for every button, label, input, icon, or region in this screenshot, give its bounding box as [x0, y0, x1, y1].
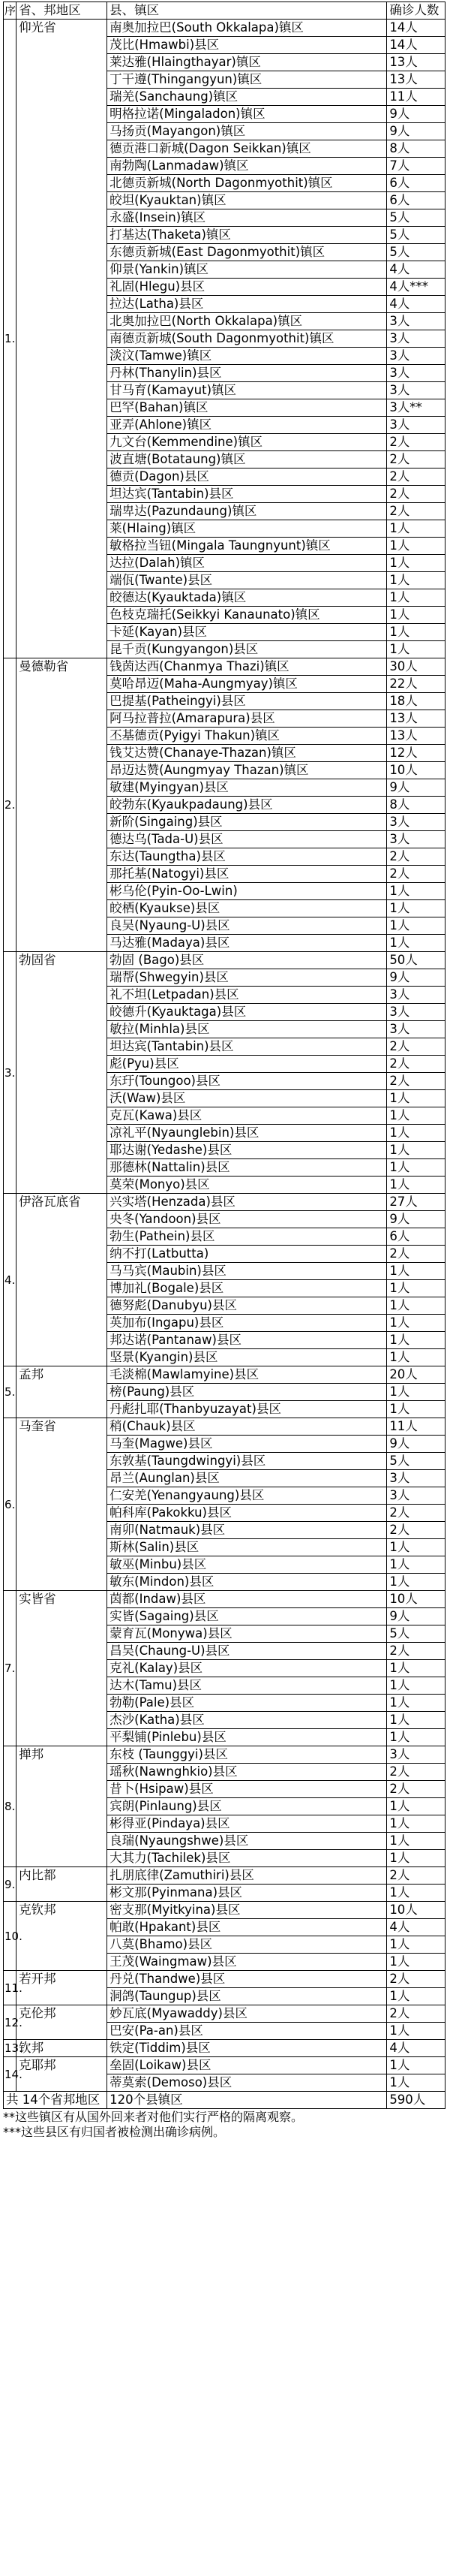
case-count: 1人	[387, 1401, 446, 1418]
district-name: 丕基德贡(Pyigyi Thakun)镇区	[107, 728, 387, 745]
group-state-name: 掸邦	[16, 1746, 107, 1867]
district-name: 昆千贡(Kungyangon)县区	[107, 641, 387, 658]
case-count: 4人	[387, 261, 446, 279]
case-count: 5人	[387, 1453, 446, 1470]
district-name: 敏巫(Minbu)县区	[107, 1556, 387, 1574]
district-name: 垒固(Loikaw)县区	[107, 2057, 387, 2074]
case-count: 2人	[387, 1505, 446, 1522]
case-count: 6人	[387, 175, 446, 192]
case-count: 6人	[387, 192, 446, 209]
case-count: 2人	[387, 1971, 446, 1988]
case-count: 8人	[387, 140, 446, 158]
group-number: 12.	[4, 2005, 16, 2040]
district-name: 南奥加拉巴(South Okkalapa)镇区	[107, 20, 387, 37]
case-count: 1人	[387, 624, 446, 641]
case-count: 1人	[387, 1349, 446, 1366]
case-count: 5人	[387, 209, 446, 227]
case-count: 14人	[387, 37, 446, 54]
case-count: 13人	[387, 728, 446, 745]
case-count: 1人	[387, 1729, 446, 1746]
district-name: 巴提基(Patheingyi)县区	[107, 693, 387, 710]
group-state-name: 孟邦	[16, 1366, 107, 1418]
district-name: 东玗(Toungoo)县区	[107, 1073, 387, 1090]
case-count: 1人	[387, 1885, 446, 1902]
case-count: 1人	[387, 1712, 446, 1729]
case-count: 1人	[387, 641, 446, 658]
case-count: 1人	[387, 572, 446, 589]
district-name: 昂兰(Aunglan)县区	[107, 1470, 387, 1487]
district-name: 茵都(Indaw)县区	[107, 1591, 387, 1608]
case-count: 2人	[387, 848, 446, 866]
case-count: 3人	[387, 417, 446, 434]
case-count: 1人	[387, 1574, 446, 1591]
district-name: 拉达(Latha)县区	[107, 296, 387, 313]
district-name: 丹林(Thanylin)县区	[107, 365, 387, 382]
district-name: 央冬(Yandoon)县区	[107, 1211, 387, 1228]
case-count: 1人	[387, 1815, 446, 1833]
case-count: 50人	[387, 952, 446, 969]
district-name: 良吴(Nyaung-U)县区	[107, 917, 387, 935]
case-count: 10人	[387, 1591, 446, 1608]
case-count: 5人	[387, 244, 446, 261]
case-count: 3人	[387, 1470, 446, 1487]
table-row	[4, 1591, 446, 1608]
header-row	[4, 2, 446, 20]
district-name: 密支那(Myitkyina)县区	[107, 1902, 387, 1919]
district-name: 德贡(Dagon)县区	[107, 469, 387, 486]
district-name: 敏建(Myingyan)县区	[107, 779, 387, 797]
table-row	[4, 1418, 446, 1436]
case-count: 2人	[387, 1522, 446, 1539]
district-name: 马扬贡(Mayangon)镇区	[107, 123, 387, 140]
district-name: 勃勒(Pale)县区	[107, 1695, 387, 1712]
district-name: 皎坦(Kyauktan)镇区	[107, 192, 387, 209]
district-name: 巴安(Pa-an)县区	[107, 2023, 387, 2040]
case-count: 2人	[387, 503, 446, 520]
total-districts: 120个县镇区	[107, 2092, 387, 2109]
case-count: 4人	[387, 2040, 446, 2057]
case-count: 4人***	[387, 279, 446, 296]
table-row	[4, 1366, 446, 1384]
group-number: 4.	[4, 1194, 16, 1366]
district-name: 妙瓦底(Myawaddy)县区	[107, 2005, 387, 2023]
district-name: 敏拉(Minhla)县区	[107, 1021, 387, 1038]
group-number: 14.	[4, 2057, 16, 2092]
case-count: 2人	[387, 1643, 446, 1660]
district-name: 杰沙(Katha)县区	[107, 1712, 387, 1729]
case-count: 13人	[387, 71, 446, 89]
district-name: 南卯(Natmauk)县区	[107, 1522, 387, 1539]
table-row	[4, 1746, 446, 1764]
case-count: 27人	[387, 1194, 446, 1211]
district-name: 茂比(Hmawbi)县区	[107, 37, 387, 54]
case-count: 13人	[387, 54, 446, 71]
district-name: 北德贡新城(North Dagonmyothit)镇区	[107, 175, 387, 192]
table-row	[4, 1194, 446, 1211]
district-name: 扎朋底律(Zamuthiri)县区	[107, 1867, 387, 1885]
district-name: 耶达谢(Yedashe)县区	[107, 1142, 387, 1159]
district-name: 东敦基(Taungdwingyi)县区	[107, 1453, 387, 1470]
case-count: 3人	[387, 1746, 446, 1764]
district-name: 帕敢(Hpakant)县区	[107, 1919, 387, 1936]
case-count: 9人	[387, 106, 446, 123]
district-name: 勃固 (Bago)县区	[107, 952, 387, 969]
case-count: 12人	[387, 745, 446, 762]
group-number: 8.	[4, 1746, 16, 1867]
case-count: 1人	[387, 1988, 446, 2005]
header-state: 省、邦地区	[16, 2, 107, 20]
district-name: 王茂(Waingmaw)县区	[107, 1954, 387, 1971]
district-name: 敏格拉当钮(Mingala Taungnyunt)镇区	[107, 538, 387, 555]
district-name: 彬文那(Pyinmana)县区	[107, 1885, 387, 1902]
district-name: 铁定(Tiddim)县区	[107, 2040, 387, 2057]
district-name: 东达(Taungtha)县区	[107, 848, 387, 866]
district-name: 昌吴(Chaung-U)县区	[107, 1643, 387, 1660]
district-name: 马马宾(Maubin)县区	[107, 1263, 387, 1280]
case-count: 9人	[387, 123, 446, 140]
case-count: 1人	[387, 1384, 446, 1401]
district-name: 端佤(Twante)县区	[107, 572, 387, 589]
case-count: 1人	[387, 2074, 446, 2092]
district-name: 勃生(Pathein)县区	[107, 1228, 387, 1246]
case-count: 1人	[387, 1660, 446, 1677]
case-count: 1人	[387, 1280, 446, 1297]
district-name: 皎栖(Kyaukse)县区	[107, 900, 387, 917]
district-name: 新阶(Singaing)县区	[107, 814, 387, 831]
case-count: 13人	[387, 710, 446, 728]
group-number: 5.	[4, 1366, 16, 1418]
district-name: 东德贡新城(East Dagonmyothit)镇区	[107, 244, 387, 261]
case-count: 1人	[387, 1332, 446, 1349]
case-count: 3人	[387, 365, 446, 382]
district-name: 瑶秋(Nawnghkio)县区	[107, 1764, 387, 1781]
case-count: 2人	[387, 1246, 446, 1263]
district-name: 大其力(Tachilek)县区	[107, 1850, 387, 1867]
district-name: 邦达诺(Pantanaw)县区	[107, 1332, 387, 1349]
district-name: 打基达(Thaketa)镇区	[107, 227, 387, 244]
case-count: 2人	[387, 2005, 446, 2023]
district-name: 英加布(Ingapu)县区	[107, 1315, 387, 1332]
case-count: 1人	[387, 1556, 446, 1574]
case-count: 1人	[387, 589, 446, 607]
case-count: 14人	[387, 20, 446, 37]
case-count: 1人	[387, 1798, 446, 1815]
district-name: 彬得亚(Pindaya)县区	[107, 1815, 387, 1833]
district-name: 宾朗(Pinlaung)县区	[107, 1798, 387, 1815]
district-name: 九文台(Kemmendine)镇区	[107, 434, 387, 451]
district-name: 马达雅(Madaya)县区	[107, 935, 387, 952]
case-count: 3人	[387, 1004, 446, 1021]
district-name: 洞鸽(Taungup)县区	[107, 1988, 387, 2005]
district-name: 南德贡新城(South Dagonmyothit)镇区	[107, 330, 387, 348]
group-state-name: 克钦邦	[16, 1902, 107, 1971]
total-cases: 590人	[387, 2092, 446, 2109]
case-count: 1人	[387, 2023, 446, 2040]
case-count: 1人	[387, 1090, 446, 1107]
district-name: 蒂莫索(Demoso)县区	[107, 2074, 387, 2092]
group-state-name: 曼德勒省	[16, 658, 107, 952]
case-count: 1人	[387, 1695, 446, 1712]
group-state-name: 伊洛瓦底省	[16, 1194, 107, 1366]
group-state-name: 实皆省	[16, 1591, 107, 1746]
district-name: 亚弄(Ahlone)镇区	[107, 417, 387, 434]
district-name: 德达乌(Tada-U)县区	[107, 831, 387, 848]
case-count: 2人	[387, 434, 446, 451]
total-label: 共 14个省邦地区	[4, 2092, 107, 2109]
case-count: 1人	[387, 1142, 446, 1159]
case-count: 1人	[387, 1936, 446, 1954]
district-name: 蒙育瓦(Monywa)县区	[107, 1625, 387, 1643]
district-name: 瑞帮(Shwegyin)县区	[107, 969, 387, 987]
district-name: 达木(Tamu)县区	[107, 1677, 387, 1695]
case-count: 1人	[387, 520, 446, 538]
case-count: 2人	[387, 486, 446, 503]
district-name: 阿马拉普拉(Amarapura)县区	[107, 710, 387, 728]
district-name: 毛淡棉(Mawlamyine)县区	[107, 1366, 387, 1384]
district-name: 丁干遵(Thingangyun)镇区	[107, 71, 387, 89]
district-name: 凉礼平(Nyaunglebin)县区	[107, 1125, 387, 1142]
district-name: 德贡港口新城(Dagon Seikkan)镇区	[107, 140, 387, 158]
header-no: 序	[4, 2, 16, 20]
case-count: 2人	[387, 866, 446, 883]
table-row	[4, 20, 446, 37]
district-name: 彪(Pyu)县区	[107, 1056, 387, 1073]
district-name: 昂迈达赞(Aungmyay Thazan)镇区	[107, 762, 387, 779]
case-count: 1人	[387, 1263, 446, 1280]
district-name: 克瓦(Kawa)县区	[107, 1107, 387, 1125]
case-count: 6人	[387, 1228, 446, 1246]
case-count: 3人	[387, 814, 446, 831]
case-count: 1人	[387, 883, 446, 900]
district-name: 敏东(Mindon)县区	[107, 1574, 387, 1591]
table-row	[4, 658, 446, 676]
case-count: 3人**	[387, 399, 446, 417]
case-count: 1人	[387, 1833, 446, 1850]
district-name: 坦达宾(Tantabin)县区	[107, 1038, 387, 1056]
case-count: 1人	[387, 555, 446, 572]
group-state-name: 克伦邦	[16, 2005, 107, 2040]
case-count: 2人	[387, 469, 446, 486]
district-name: 丹彪扎耶(Thanbyuzayat)县区	[107, 1401, 387, 1418]
case-count: 1人	[387, 1125, 446, 1142]
group-state-name: 马奎省	[16, 1418, 107, 1591]
case-count: 5人	[387, 1625, 446, 1643]
district-name: 淡汶(Tamwe)镇区	[107, 348, 387, 365]
district-name: 仰景(Yankin)镇区	[107, 261, 387, 279]
case-count: 11人	[387, 1418, 446, 1436]
case-count: 1人	[387, 2057, 446, 2074]
district-name: 那德林(Nattalin)县区	[107, 1159, 387, 1177]
case-count: 20人	[387, 1366, 446, 1384]
group-number: 1.	[4, 20, 16, 658]
case-count: 1人	[387, 917, 446, 935]
case-count: 18人	[387, 693, 446, 710]
district-name: 仁安羌(Yenangyaung)县区	[107, 1487, 387, 1505]
district-name: 钱茵达西(Chanmya Thazi)镇区	[107, 658, 387, 676]
district-name: 甘马育(Kamayut)镇区	[107, 382, 387, 399]
district-name: 北奥加拉巴(North Okkalapa)镇区	[107, 313, 387, 330]
case-count: 22人	[387, 676, 446, 693]
district-name: 皎勃东(Kyaukpadaung)县区	[107, 797, 387, 814]
group-number: 11.	[4, 1971, 16, 2005]
district-name: 稍(Chauk)县区	[107, 1418, 387, 1436]
case-count: 1人	[387, 1315, 446, 1332]
case-count: 3人	[387, 831, 446, 848]
district-name: 沃(Waw)县区	[107, 1090, 387, 1107]
group-number: 7.	[4, 1591, 16, 1746]
case-count: 3人	[387, 348, 446, 365]
district-name: 礼不坦(Letpadan)县区	[107, 987, 387, 1004]
district-name: 丹兑(Thandwe)县区	[107, 1971, 387, 1988]
district-name: 坚景(Kyangin)县区	[107, 1349, 387, 1366]
district-name: 帕科库(Pakokku)县区	[107, 1505, 387, 1522]
case-count: 1人	[387, 935, 446, 952]
case-count: 9人	[387, 1608, 446, 1625]
case-count: 9人	[387, 779, 446, 797]
case-count: 1人	[387, 1677, 446, 1695]
case-count: 10人	[387, 762, 446, 779]
case-count: 1人	[387, 1297, 446, 1315]
total-row	[4, 2092, 446, 2109]
district-name: 皎德达(Kyauktada)镇区	[107, 589, 387, 607]
district-name: 那托基(Natogyi)县区	[107, 866, 387, 883]
case-count: 3人	[387, 330, 446, 348]
district-name: 巴罕(Bahan)镇区	[107, 399, 387, 417]
case-table	[3, 2, 446, 2109]
group-number: 13.	[4, 2040, 16, 2057]
district-name: 八莫(Bhamo)县区	[107, 1936, 387, 1954]
district-name: 达拉(Dalah)镇区	[107, 555, 387, 572]
district-name: 彬乌伦(Pyin-Oo-Lwin)	[107, 883, 387, 900]
case-count: 1人	[387, 1954, 446, 1971]
district-name: 莫荣(Monyo)县区	[107, 1177, 387, 1194]
case-count: 9人	[387, 1436, 446, 1453]
district-name: 皎德升(Kyauktaga)县区	[107, 1004, 387, 1021]
group-state-name: 钦邦	[16, 2040, 107, 2057]
group-number: 2.	[4, 658, 16, 952]
district-name: 卡延(Kayan)县区	[107, 624, 387, 641]
table-row	[4, 1867, 446, 1885]
district-name: 莱(Hlaing)镇区	[107, 520, 387, 538]
case-count: 1人	[387, 1107, 446, 1125]
case-count: 4人	[387, 296, 446, 313]
case-count: 11人	[387, 89, 446, 106]
table-row	[4, 2057, 446, 2074]
case-count: 30人	[387, 658, 446, 676]
table-row	[4, 2040, 446, 2057]
district-name: 德努彪(Danubyu)县区	[107, 1297, 387, 1315]
table-row	[4, 1902, 446, 1919]
district-name: 明格拉诺(Mingaladon)镇区	[107, 106, 387, 123]
case-count: 2人	[387, 1038, 446, 1056]
case-count: 1人	[387, 900, 446, 917]
case-count: 2人	[387, 1867, 446, 1885]
case-count: 4人	[387, 1919, 446, 1936]
case-count: 1人	[387, 1177, 446, 1194]
footnote: ***这些县区有归国者被检测出确诊病例。	[3, 2125, 226, 2139]
district-name: 色枝克瑞托(Seikkyi Kanaunato)镇区	[107, 607, 387, 624]
district-name: 南勃陶(Lanmadaw)镇区	[107, 158, 387, 175]
case-count: 7人	[387, 158, 446, 175]
group-state-name: 若开邦	[16, 1971, 107, 2005]
header-district: 县、镇区	[107, 2, 387, 20]
footnotes	[3, 2110, 447, 2140]
district-name: 克礼(Kalay)县区	[107, 1660, 387, 1677]
district-name: 良瑞(Nyaungshwe)县区	[107, 1833, 387, 1850]
footnote: **这些镇区有从国外回来者对他们实行严格的隔离观察。	[3, 2110, 304, 2124]
header-cases: 确诊人数	[387, 2, 446, 20]
case-count: 1人	[387, 1159, 446, 1177]
district-name: 礼固(Hlegu)县区	[107, 279, 387, 296]
table-row	[4, 952, 446, 969]
district-name: 永盛(Insein)镇区	[107, 209, 387, 227]
district-name: 钱艾达赞(Chanaye-Thazan)镇区	[107, 745, 387, 762]
group-state-name: 克耶邦	[16, 2057, 107, 2092]
district-name: 波直塘(Botataung)镇区	[107, 451, 387, 469]
district-name: 榜(Paung)县区	[107, 1384, 387, 1401]
case-count: 10人	[387, 1902, 446, 1919]
district-name: 博加礼(Bogale)县区	[107, 1280, 387, 1297]
case-count: 3人	[387, 1021, 446, 1038]
group-number: 10.	[4, 1902, 16, 1971]
case-count: 1人	[387, 607, 446, 624]
district-name: 莱达雅(Hlaingthayar)镇区	[107, 54, 387, 71]
district-name: 平梨铺(Pinlebu)县区	[107, 1729, 387, 1746]
district-name: 马奎(Magwe)县区	[107, 1436, 387, 1453]
district-name: 兴实塔(Henzada)县区	[107, 1194, 387, 1211]
district-name: 昔卜(Hsipaw)县区	[107, 1781, 387, 1798]
table-row	[4, 1971, 446, 1988]
district-name: 莫哈昂迈(Maha-Aungmyay)镇区	[107, 676, 387, 693]
case-count: 5人	[387, 227, 446, 244]
district-name: 斯林(Salin)县区	[107, 1539, 387, 1556]
case-count: 2人	[387, 1764, 446, 1781]
case-count: 1人	[387, 1850, 446, 1867]
group-number: 6.	[4, 1418, 16, 1591]
district-name: 坦达宾(Tantabin)县区	[107, 486, 387, 503]
case-count: 9人	[387, 1211, 446, 1228]
district-name: 瑞卑达(Pazundaung)镇区	[107, 503, 387, 520]
district-name: 东枝 (Taunggyi)县区	[107, 1746, 387, 1764]
case-count: 1人	[387, 1539, 446, 1556]
case-count: 9人	[387, 969, 446, 987]
case-count: 8人	[387, 797, 446, 814]
case-count: 2人	[387, 1073, 446, 1090]
case-count: 3人	[387, 382, 446, 399]
case-count: 2人	[387, 1781, 446, 1798]
table-row	[4, 2005, 446, 2023]
district-name: 实皆(Sagaing)县区	[107, 1608, 387, 1625]
case-count: 1人	[387, 538, 446, 555]
case-count: 3人	[387, 313, 446, 330]
group-state-name: 仰光省	[16, 20, 107, 658]
district-name: 纳不打(Latbutta)	[107, 1246, 387, 1263]
case-count: 2人	[387, 451, 446, 469]
group-number: 3.	[4, 952, 16, 1194]
district-name: 瑞羌(Sanchaung)镇区	[107, 89, 387, 106]
case-count: 3人	[387, 1487, 446, 1505]
case-count: 3人	[387, 987, 446, 1004]
case-count: 2人	[387, 1056, 446, 1073]
group-number: 9.	[4, 1867, 16, 1902]
group-state-name: 内比都	[16, 1867, 107, 1902]
group-state-name: 勃固省	[16, 952, 107, 1194]
